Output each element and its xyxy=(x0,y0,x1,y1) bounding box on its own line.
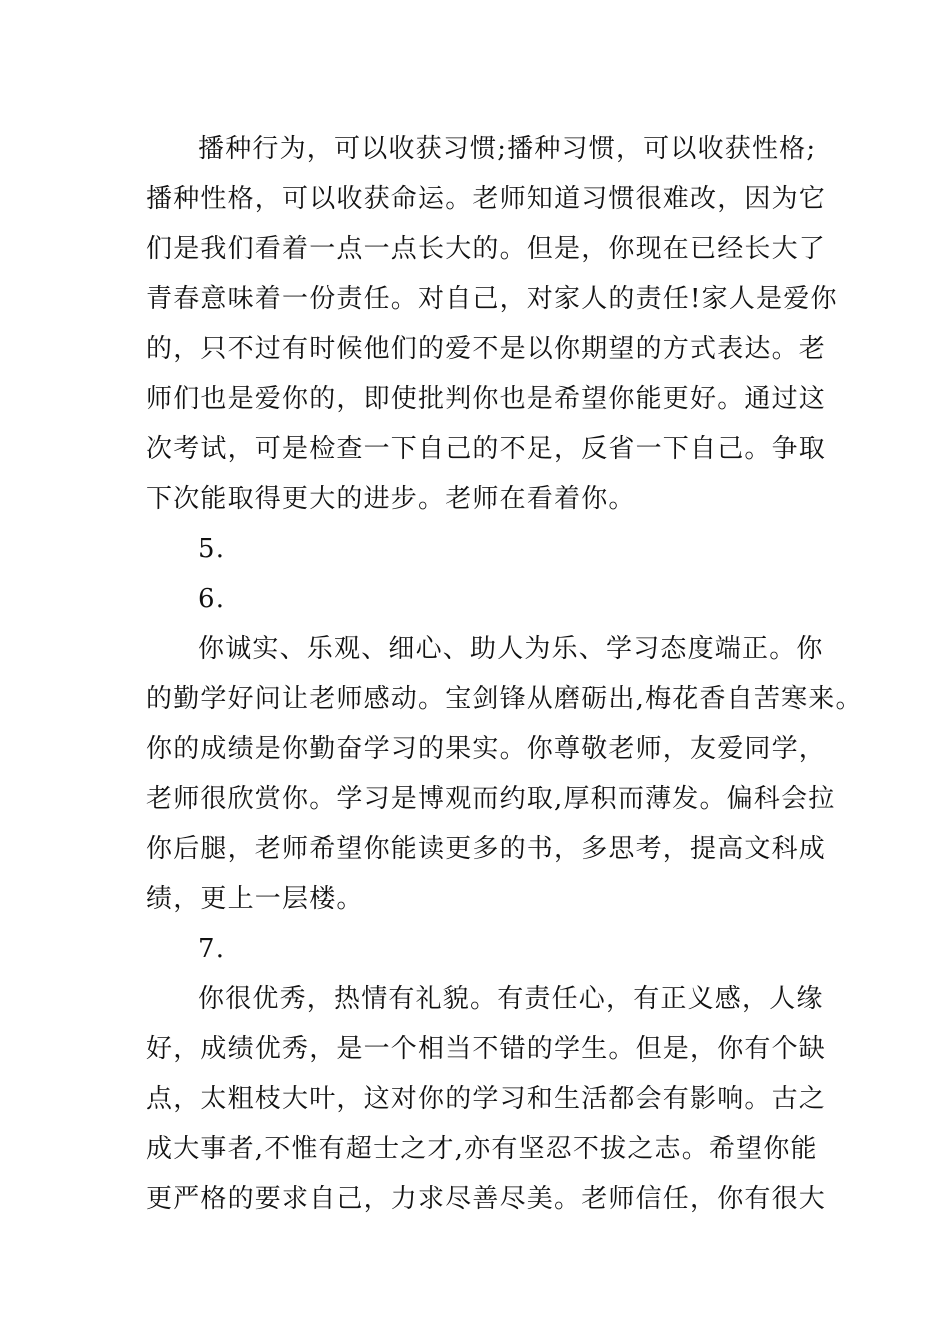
text-line: 青春意味着一份责任。对自己，对家人的责任!家人是爱你 xyxy=(146,284,838,314)
text-line: 的，只不过有时候他们的爱不是以你期望的方式表达。老 xyxy=(146,334,827,364)
text-line: 好，成绩优秀，是一个相当不错的学生。但是，你有个缺 xyxy=(146,1034,827,1064)
text-line: 们是我们看着一点一点长大的。但是，你现在已经长大了 xyxy=(146,234,827,264)
text-line: 更严格的要求自己，力求尽善尽美。老师信任，你有很大 xyxy=(146,1184,827,1214)
text-line: 播种性格，可以收获命运。老师知道习惯很难改，因为它 xyxy=(146,184,827,214)
text-line: 次考试，可是检查一下自己的不足，反省一下自己。争取 xyxy=(146,434,827,464)
text-line: 师们也是爱你的，即使批判你也是希望你能更好。通过这 xyxy=(146,384,827,414)
text-line: 绩，更上一层楼。 xyxy=(146,884,364,914)
list-number: 6. xyxy=(198,584,226,614)
text-line: 下次能取得更大的进步。老师在看着你。 xyxy=(146,484,636,514)
text-line: 你的成绩是你勤奋学习的果实。你尊敬老师，友爱同学， xyxy=(146,734,827,764)
list-number: 7. xyxy=(198,934,226,964)
text-line: 你诚实、乐观、细心、助人为乐、学习态度端正。你 xyxy=(198,634,824,664)
text-line: 你后腿，老师希望你能读更多的书，多思考，提高文科成 xyxy=(146,834,827,864)
list-number: 5. xyxy=(198,534,226,564)
text-line: 你很优秀，热情有礼貌。有责任心，有正义感，人缘 xyxy=(198,984,824,1014)
text-line: 播种行为，可以收获习惯;播种习惯，可以收获性格; xyxy=(198,134,817,164)
text-line: 点，太粗枝大叶，这对你的学习和生活都会有影响。古之 xyxy=(146,1084,827,1114)
text-line: 老师很欣赏你。学习是博观而约取,厚积而薄发。偏科会拉 xyxy=(146,784,836,814)
text-line: 的勤学好问让老师感动。宝剑锋从磨砺出,梅花香自苦寒来。 xyxy=(146,684,863,714)
text-line: 成大事者,不惟有超士之才,亦有坚忍不拔之志。希望你能 xyxy=(146,1134,818,1164)
